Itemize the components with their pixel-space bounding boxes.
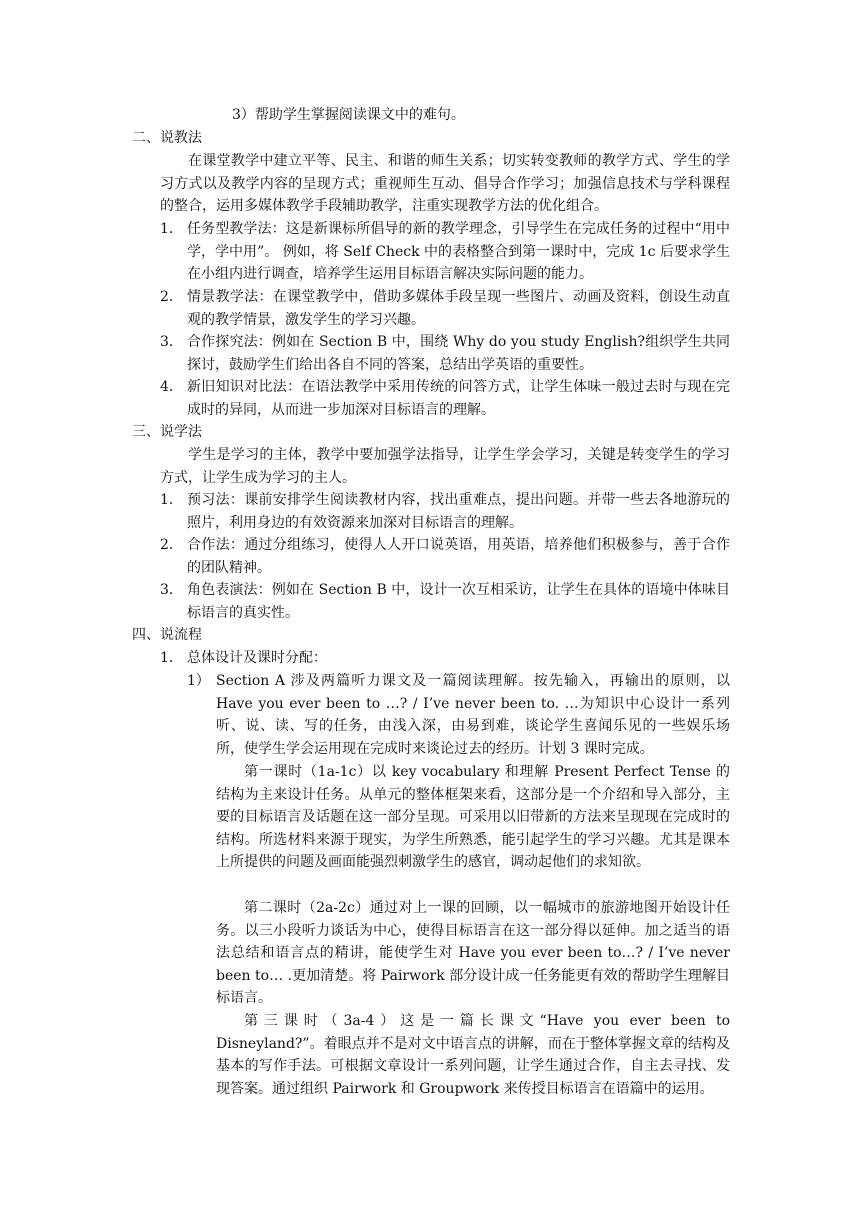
lesson-2-paragraph: 第二课时（2a-2c）通过对上一课的回顾，以一幅城市的旅游地图开始设计任务。以三小段听力谈话为中心，使得目标语言在这一部分得以延伸。加之适当的语法总结和语言点的精讲，能使学生对 Have you ever been to…? / I’ve never been to… .更加清楚。将 Pairwork 部分设计成一任务能更有效的帮助学生理解目标语言。 — [216, 900, 730, 1007]
process-item-1-text: 总体设计及课时分配： — [187, 650, 327, 666]
learning-method-2-text: 合作法：通过分组练习，使得人人开口说英语，用英语，培养他们积极参与，善于合作的团队精神。 — [187, 537, 730, 576]
learning-method-1-text: 预习法：课前安排学生阅读教材内容，找出重难点，提出问题。并带一些去各地游玩的照片，利用身边的有效资源来加深对目标语言的理解。 — [187, 492, 730, 531]
learning-method-number-3: 3． — [160, 582, 183, 598]
teaching-method-4-text: 新旧知识对比法：在语法教学中采用传统的问答方式，让学生体味一般过去时与现在完成时的异同，从而进一步加深对目标语言的理解。 — [187, 379, 730, 418]
lesson-3-paragraph: 第三课时（3a-4）这是一篇长课文“Have you ever been to Disneyland?”。着眼点并不是对文中语言点的讲解，而在于整体掌握文章的结构及基本的写作手法。可根据文章设计一系列问题，让学生通过合作，自主去寻找、发现答案。通过组织 Pairwork 和 Groupwork 来传授目标语言在语篇中的运用。 — [216, 1013, 730, 1097]
teaching-methods-intro: 在课堂教学中建立平等、民主、和谐的师生关系；切实转变教师的教学方式、学生的学习方式以及教学内容的呈现方式；重视师生互动、倡导合作学习；加强信息技术与学科课程的整合，运用多媒体教学手段辅助教学，注重实现教学方法的优化组合。 — [160, 153, 730, 215]
section-heading-teaching-methods: 二、说教法 — [132, 130, 202, 146]
section-a-overview: Section A 涉及两篇听力课文及一篇阅读理解。按先输入，再输出的原则，以 Have you ever been to …? / I’ve never been to. …为知识中心设计一系列听、说、读、写的任务，由浅入深，由易到难，谈论学生喜闻乐见的一些娱乐场所，使学生学会运用现在完成时来谈论过去的经历。计划 3 课时完成。 — [216, 673, 730, 757]
objective-item-3: 3）帮助学生掌握阅读课文中的难句。 — [232, 107, 465, 123]
teaching-method-1-text: 任务型教学法：这是新课标所倡导的新的教学理念，引导学生在完成任务的过程中“用中学，学中用”。 例如，将 Self Check 中的表格整合到第一课时中，完成 1c 后要求学生在小组内进行调查，培养学生运用目标语言解决实际问题的能力。 — [187, 221, 730, 283]
process-item-number-1: 1． — [160, 650, 183, 666]
teaching-method-number-3: 3． — [160, 334, 183, 350]
learning-methods-intro: 学生是学习的主体，教学中要加强学法指导，让学生学会学习，关键是转变学生的学习方式，让学生成为学习的主人。 — [160, 447, 730, 486]
section-heading-teaching-process: 四、说流程 — [132, 627, 202, 643]
teaching-method-number-1: 1． — [160, 221, 183, 237]
teaching-method-number-4: 4． — [160, 379, 183, 395]
teaching-method-3-text: 合作探究法：例如在 Section B 中，围绕 Why do you study English?组织学生共同探讨，鼓励学生们给出各自不同的答案，总结出学英语的重要性。 — [187, 334, 730, 373]
learning-method-3-text: 角色表演法：例如在 Section B 中，设计一次互相采访，让学生在具体的语境中体味目标语言的真实性。 — [187, 582, 730, 621]
teaching-method-2-text: 情景教学法：在课堂教学中，借助多媒体手段呈现一些图片、动画及资料，创设生动直观的教学情景，激发学生的学习兴趣。 — [187, 289, 730, 328]
lesson-1-paragraph: 第一课时（1a-1c）以 key vocabulary 和理解 Present Perfect Tense 的结构为主来设计任务。从单元的整体框架来看，这部分是一个介绍和导入部分，主要的目标语言及话题在这一部分呈现。可采用以旧带新的方法来呈现现在完成时的结构。所选材料来源于现实，为学生所熟悉，能引起学生的学习兴趣。尤其是课本上所提供的问题及画面能强烈刺激学生的感官，调动起他们的求知欲。 — [216, 764, 730, 871]
teaching-method-number-2: 2． — [160, 289, 183, 305]
section-heading-learning-methods: 三、说学法 — [132, 424, 202, 440]
process-subitem-number-1: 1） — [187, 673, 210, 689]
learning-method-number-2: 2． — [160, 537, 183, 553]
learning-method-number-1: 1． — [160, 492, 183, 508]
